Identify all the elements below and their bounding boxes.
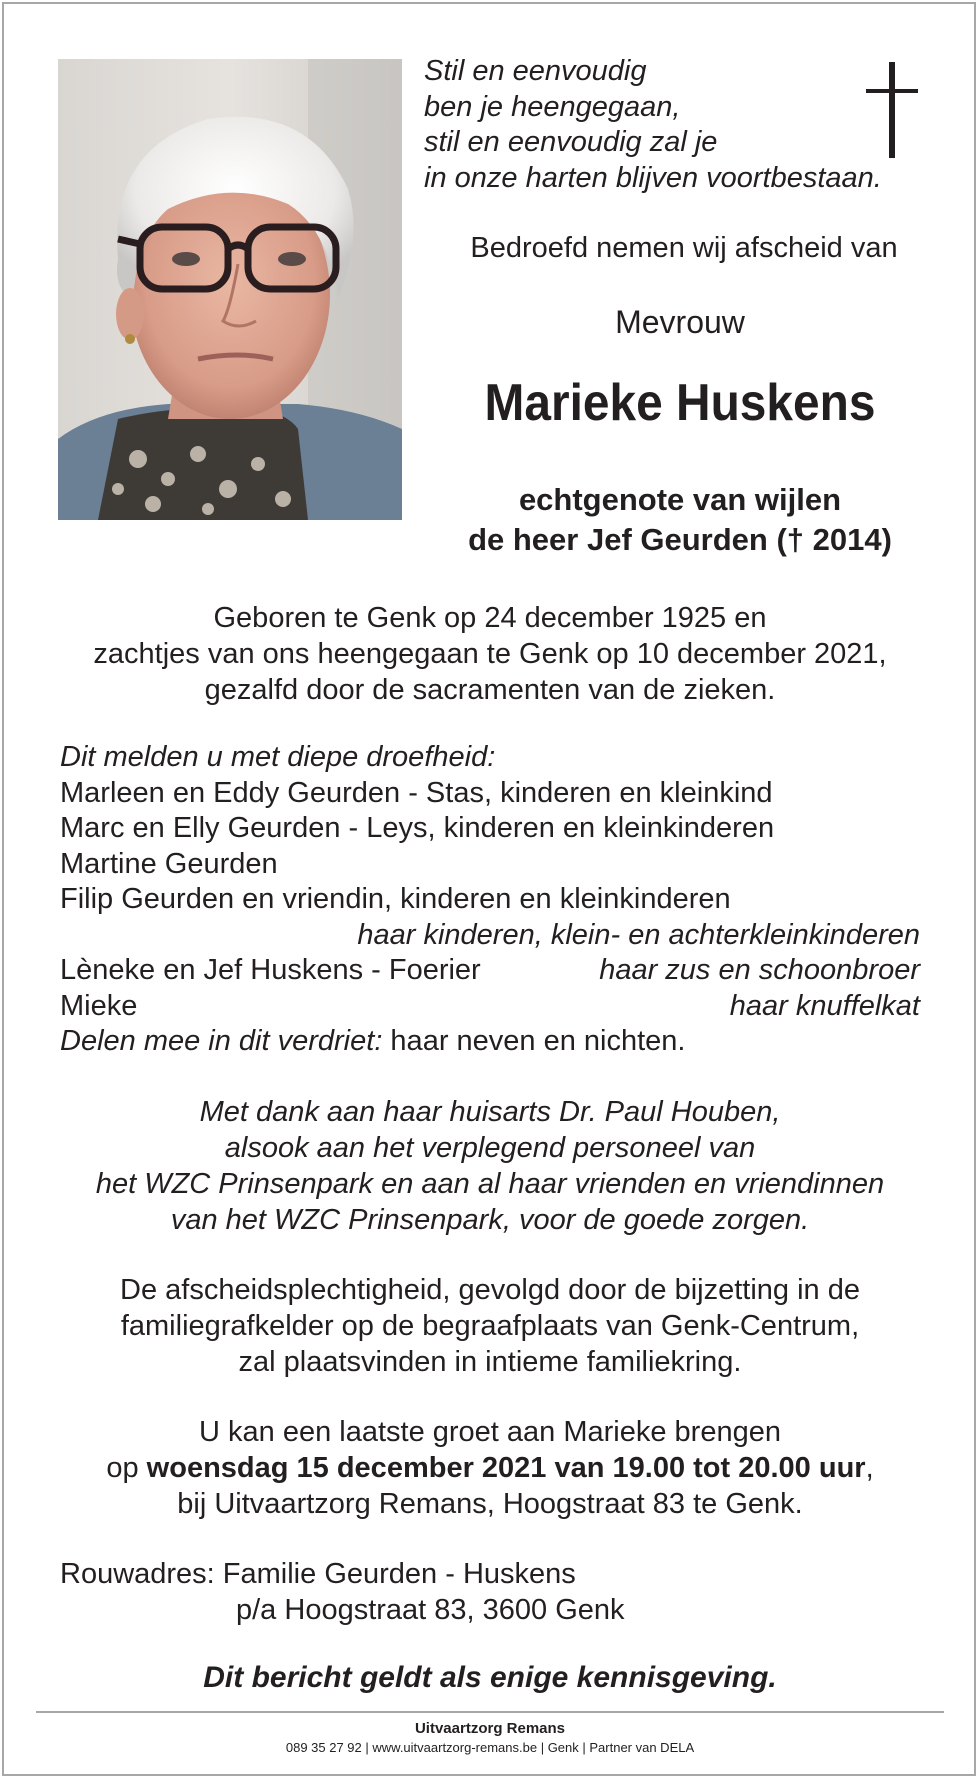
final-notice: Dit bericht geldt als enige kennisgeving. <box>203 1661 777 1694</box>
cat-name: Mieke <box>60 989 138 1022</box>
family-notice <box>60 740 920 1060</box>
family-line: Filip Geurden en vriendin, kinderen en kleinkinderen <box>60 883 731 915</box>
poem-line: stil en eenvoudig zal je <box>424 126 718 158</box>
visit-line: U kan een laatste groet aan Marieke brengen <box>199 1416 781 1448</box>
address-line: Rouwadres: Familie Geurden - Huskens <box>60 1558 576 1590</box>
spouse-line: echtgenote van wijlen <box>518 482 842 517</box>
share-text: haar neven en nichten. <box>382 1025 686 1057</box>
visitation-info <box>40 1414 940 1522</box>
ceremony-info <box>40 1272 940 1380</box>
deceased-name: Marieke Huskens <box>484 374 876 432</box>
address-line: p/a Hoogstraat 83, 3600 Genk <box>236 1594 625 1626</box>
cross-icon <box>862 62 922 158</box>
thanks-line: alsook aan het verplegend personeel van <box>224 1132 756 1164</box>
ceremony-line: familiegrafkelder op de begraafplaats van Genk-Centrum, <box>120 1310 860 1342</box>
visit-line: bij Uitvaartzorg Remans, Hoogstraat 83 te Genk. <box>177 1488 803 1520</box>
sister-name: Lèneke en Jef Huskens - Foerier <box>60 954 481 986</box>
born-line: gezalfd door de sacramenten van de zieken. <box>204 674 776 706</box>
thanks-message <box>40 1094 940 1238</box>
thanks-line: van het WZC Prinsenpark, voor de goede zorgen. <box>170 1204 810 1236</box>
poem-line: in onze harten blijven voortbestaan. <box>424 161 882 194</box>
cat-role: haar knuffelkat <box>729 989 920 1022</box>
poem-line: Stil en eenvoudig <box>424 55 647 87</box>
visit-suffix: , <box>865 1452 874 1484</box>
spouse-info <box>420 480 940 560</box>
family-line: Marleen en Eddy Geurden - Stas, kinderen en kleinkind <box>60 776 773 809</box>
visit-prefix: op <box>106 1452 147 1484</box>
grandchildren-line: haar kinderen, klein- en achterkleinkinderen <box>357 918 920 951</box>
spouse-line: de heer Jef Geurden († 2014) <box>468 522 892 557</box>
family-line: Marc en Elly Geurden - Leys, kinderen en kleinkinderen <box>60 812 775 844</box>
thanks-line: Met dank aan haar huisarts Dr. Paul Houben, <box>199 1096 781 1128</box>
honorific-title: Mevrouw <box>615 304 745 340</box>
portrait-photo <box>58 59 402 520</box>
mourning-address <box>60 1556 625 1628</box>
family-line: Martine Geurden <box>60 847 278 880</box>
ceremony-line: De afscheidsplechtigheid, gevolgd door de bijzetting in de <box>120 1274 860 1306</box>
visit-date-bold: woensdag 15 december 2021 van 19.00 tot 20.00 uur <box>146 1452 866 1484</box>
poem <box>424 54 924 196</box>
visit-datetime <box>40 1450 940 1486</box>
share-label: Delen mee in dit verdriet: <box>60 1025 383 1057</box>
ceremony-line: zal plaatsvinden in intieme familiekring. <box>238 1346 742 1378</box>
birth-death-info <box>40 600 940 708</box>
born-line: zachtjes van ons heengegaan te Genk op 10 december 2021, <box>93 638 887 670</box>
footer-info: 089 35 27 92 | www.uitvaartzorg-remans.be | Genk | Partner van DELA <box>285 1740 695 1755</box>
thanks-line: het WZC Prinsenpark en aan al haar vrienden en vriendinnen <box>95 1168 885 1200</box>
poem-line: ben je heengegaan, <box>424 90 681 123</box>
notify-heading: Dit melden u met diepe droefheid: <box>60 741 496 773</box>
footer-title: Uitvaartzorg Remans <box>414 1720 566 1737</box>
sister-role: haar zus en schoonbroer <box>599 954 920 986</box>
footer-divider <box>36 1711 944 1713</box>
intro-text: Bedroefd nemen wij afscheid van <box>470 232 898 264</box>
born-line: Geboren te Genk op 24 december 1925 en <box>213 602 767 634</box>
